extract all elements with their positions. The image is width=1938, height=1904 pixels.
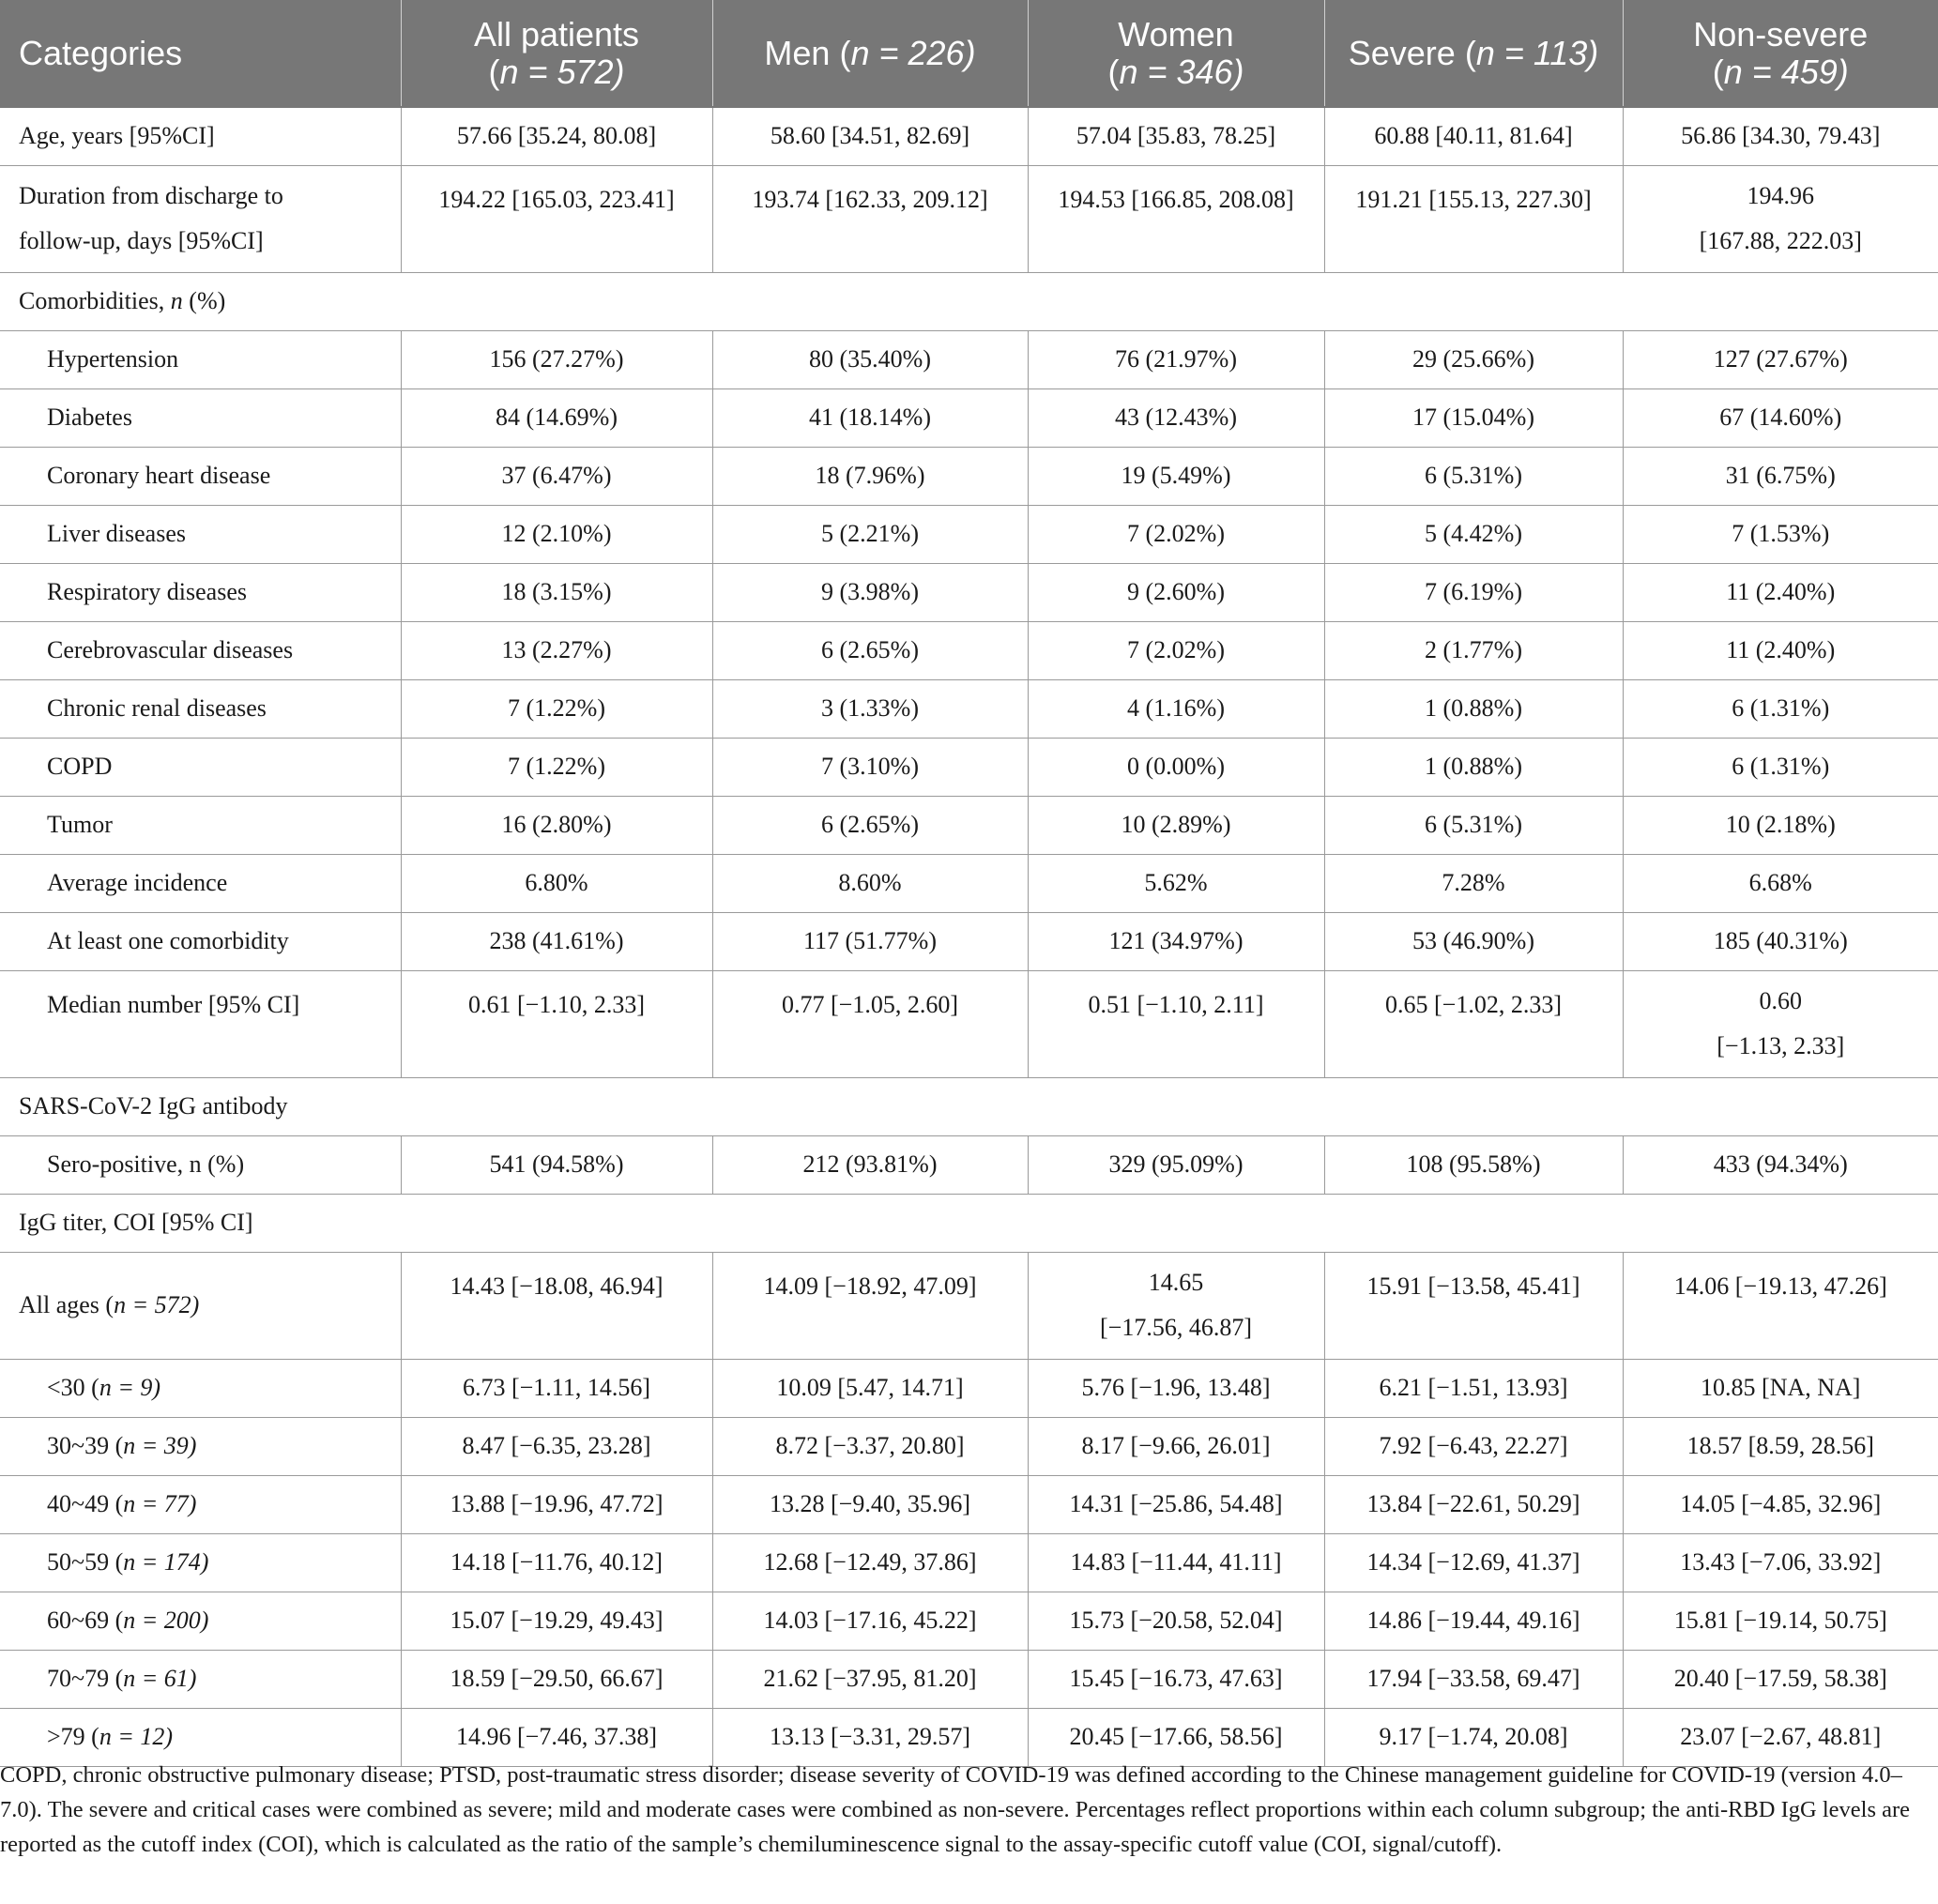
cell-nonsevere: 20.40 [−17.59, 58.38]	[1623, 1650, 1938, 1708]
header-nonsevere-line2-wrap: (n = 459)	[1712, 52, 1849, 91]
cell-all: 14.43 [−18.08, 46.94]	[401, 1252, 712, 1359]
cell-men: 21.62 [−37.95, 81.20]	[712, 1650, 1028, 1708]
table-row-duration	[0, 165, 1938, 272]
cell-women: 329 (95.09%)	[1028, 1135, 1324, 1194]
cell-men: 18 (7.96%)	[712, 447, 1028, 505]
row-label-n: n = 12)	[99, 1723, 174, 1750]
cell-men: 14.03 [−17.16, 45.22]	[712, 1592, 1028, 1650]
cell-women: 5.62%	[1028, 854, 1324, 912]
cell-all: 37 (6.47%)	[401, 447, 712, 505]
header-nonsevere	[1623, 0, 1938, 107]
cell-severe: 15.91 [−13.58, 45.41]	[1324, 1252, 1623, 1359]
cell-men: 80 (35.40%)	[712, 330, 1028, 388]
header-men	[712, 0, 1028, 107]
cell-severe: 5 (4.42%)	[1324, 505, 1623, 563]
table-row-age	[0, 107, 1938, 165]
cell-all: 57.66 [35.24, 80.08]	[401, 107, 712, 165]
row-label-pre: <30 (	[47, 1374, 99, 1401]
cell-all: 0.61 [−1.10, 2.33]	[401, 970, 712, 1077]
cell-severe: 7 (6.19%)	[1324, 563, 1623, 621]
row-label: Median number [95% CI]	[0, 970, 401, 1077]
cell-women: 121 (34.97%)	[1028, 912, 1324, 970]
cell-nonsevere-line2: [167.88, 222.03]	[1699, 227, 1862, 254]
header-nonsevere-line1: Non-severe	[1693, 14, 1869, 53]
cell-severe: 108 (95.58%)	[1324, 1135, 1623, 1194]
section-label: SARS-CoV-2 IgG antibody	[0, 1077, 1938, 1135]
cell-nonsevere: 18.57 [8.59, 28.56]	[1623, 1417, 1938, 1475]
row-label-n: n = 61)	[123, 1665, 197, 1692]
row-label-n: n = 200)	[123, 1607, 209, 1634]
header-women	[1028, 0, 1324, 107]
cell-nonsevere: 7 (1.53%)	[1623, 505, 1938, 563]
cell-women: 10 (2.89%)	[1028, 796, 1324, 854]
cell-all: 16 (2.80%)	[401, 796, 712, 854]
cell-nonsevere: 14.05 [−4.85, 32.96]	[1623, 1475, 1938, 1533]
cell-severe: 9.17 [−1.74, 20.08]	[1324, 1708, 1623, 1766]
table-row-age-70	[0, 1650, 1938, 1708]
cell-all: 15.07 [−19.29, 49.43]	[401, 1592, 712, 1650]
row-label	[0, 165, 401, 272]
cell-women: 194.53 [166.85, 208.08]	[1028, 165, 1324, 272]
cell-nonsevere: 6 (1.31%)	[1623, 738, 1938, 796]
cell-all: 14.96 [−7.46, 37.38]	[401, 1708, 712, 1766]
header-row	[0, 0, 1938, 107]
row-label-pre: 60~69 (	[47, 1607, 124, 1634]
table-row-tumor	[0, 796, 1938, 854]
row-label	[0, 1252, 401, 1359]
cell-all: 541 (94.58%)	[401, 1135, 712, 1194]
cell-women	[1028, 1252, 1324, 1359]
cell-men: 13.13 [−3.31, 29.57]	[712, 1708, 1028, 1766]
cell-nonsevere-line2: [−1.13, 2.33]	[1717, 1032, 1845, 1059]
header-men-n: n = 226)	[850, 33, 976, 72]
cell-women: 5.76 [−1.96, 13.48]	[1028, 1359, 1324, 1417]
cell-men: 7 (3.10%)	[712, 738, 1028, 796]
table-row-diabetes	[0, 388, 1938, 447]
cell-severe: 53 (46.90%)	[1324, 912, 1623, 970]
row-label: Sero-positive, n (%)	[0, 1135, 401, 1194]
table-row-renal	[0, 679, 1938, 738]
cell-men: 193.74 [162.33, 209.12]	[712, 165, 1028, 272]
row-label: Liver diseases	[0, 505, 401, 563]
cell-all: 14.18 [−11.76, 40.12]	[401, 1533, 712, 1592]
row-label: Diabetes	[0, 388, 401, 447]
row-label: Tumor	[0, 796, 401, 854]
cell-all: 13.88 [−19.96, 47.72]	[401, 1475, 712, 1533]
row-label: Age, years [95%CI]	[0, 107, 401, 165]
cell-nonsevere: 6.68%	[1623, 854, 1938, 912]
row-label-line2: follow-up, days [95%CI]	[19, 227, 264, 254]
row-label-pre: >79 (	[47, 1723, 99, 1750]
cell-women: 7 (2.02%)	[1028, 505, 1324, 563]
cell-nonsevere: 13.43 [−7.06, 33.92]	[1623, 1533, 1938, 1592]
section-label-post: (%)	[182, 287, 226, 314]
cell-men: 13.28 [−9.40, 35.96]	[712, 1475, 1028, 1533]
row-label	[0, 1359, 401, 1417]
section-label: IgG titer, COI [95% CI]	[0, 1194, 1938, 1252]
cell-men: 117 (51.77%)	[712, 912, 1028, 970]
cell-nonsevere-line1: 0.60	[1759, 987, 1802, 1014]
cell-women-line1: 14.65	[1148, 1269, 1204, 1296]
row-label-n: n = 174)	[123, 1548, 209, 1576]
cell-all: 18 (3.15%)	[401, 563, 712, 621]
table-row-seropositive	[0, 1135, 1938, 1194]
cell-women: 19 (5.49%)	[1028, 447, 1324, 505]
row-label: Chronic renal diseases	[0, 679, 401, 738]
cell-women: 15.73 [−20.58, 52.04]	[1028, 1592, 1324, 1650]
cell-men: 9 (3.98%)	[712, 563, 1028, 621]
table-row-at-least-one	[0, 912, 1938, 970]
section-label	[0, 272, 1938, 330]
table-row-age-lt30	[0, 1359, 1938, 1417]
cell-all: 194.22 [165.03, 223.41]	[401, 165, 712, 272]
header-nonsevere-line2: n = 459)	[1723, 52, 1849, 91]
cell-all: 13 (2.27%)	[401, 621, 712, 679]
cell-men: 6 (2.65%)	[712, 621, 1028, 679]
cell-all: 7 (1.22%)	[401, 679, 712, 738]
cell-severe: 6 (5.31%)	[1324, 447, 1623, 505]
cell-nonsevere: 11 (2.40%)	[1623, 621, 1938, 679]
cell-severe: 1 (0.88%)	[1324, 679, 1623, 738]
section-row-comorbidities	[0, 272, 1938, 330]
cell-severe: 14.34 [−12.69, 41.37]	[1324, 1533, 1623, 1592]
cell-nonsevere: 185 (40.31%)	[1623, 912, 1938, 970]
header-all-line1: All patients	[473, 14, 640, 53]
cell-severe: 7.28%	[1324, 854, 1623, 912]
cell-men: 14.09 [−18.92, 47.09]	[712, 1252, 1028, 1359]
table-row-respiratory	[0, 563, 1938, 621]
header-severe-pre: Severe (	[1348, 33, 1476, 72]
header-men-pre: Men (	[764, 33, 851, 72]
header-all-line2: n = 572)	[499, 52, 625, 91]
header-all-line2-wrap: (n = 572)	[488, 52, 625, 91]
cell-women: 7 (2.02%)	[1028, 621, 1324, 679]
cell-nonsevere	[1623, 165, 1938, 272]
row-label-n: n = 39)	[123, 1432, 197, 1459]
cell-all: 6.73 [−1.11, 14.56]	[401, 1359, 712, 1417]
header-severe	[1324, 0, 1623, 107]
row-label-pre: 40~49 (	[47, 1490, 124, 1517]
cell-men: 5 (2.21%)	[712, 505, 1028, 563]
section-label-n: n	[170, 287, 183, 314]
row-label	[0, 1533, 401, 1592]
cell-severe: 13.84 [−22.61, 50.29]	[1324, 1475, 1623, 1533]
cell-men: 8.72 [−3.37, 20.80]	[712, 1417, 1028, 1475]
header-severe-n: n = 113)	[1475, 33, 1599, 72]
cell-women: 8.17 [−9.66, 26.01]	[1028, 1417, 1324, 1475]
row-label: Respiratory diseases	[0, 563, 401, 621]
cell-all: 6.80%	[401, 854, 712, 912]
table-row-all-ages	[0, 1252, 1938, 1359]
cell-all: 18.59 [−29.50, 66.67]	[401, 1650, 712, 1708]
cell-all: 238 (41.61%)	[401, 912, 712, 970]
header-categories: Categories	[0, 0, 401, 107]
cell-severe: 7.92 [−6.43, 22.27]	[1324, 1417, 1623, 1475]
cell-women-line2: [−17.56, 46.87]	[1100, 1314, 1252, 1341]
cell-nonsevere: 56.86 [34.30, 79.43]	[1623, 107, 1938, 165]
cell-women: 76 (21.97%)	[1028, 330, 1324, 388]
row-label-pre: 30~39 (	[47, 1432, 124, 1459]
table-row-hypertension	[0, 330, 1938, 388]
header-all-patients	[401, 0, 712, 107]
table-row-copd	[0, 738, 1938, 796]
row-label: At least one comorbidity	[0, 912, 401, 970]
row-label: Hypertension	[0, 330, 401, 388]
cell-men: 3 (1.33%)	[712, 679, 1028, 738]
table-row-age-30	[0, 1417, 1938, 1475]
cell-men: 0.77 [−1.05, 2.60]	[712, 970, 1028, 1077]
cell-all: 12 (2.10%)	[401, 505, 712, 563]
cell-all: 84 (14.69%)	[401, 388, 712, 447]
table-row-age-50	[0, 1533, 1938, 1592]
row-label	[0, 1475, 401, 1533]
cell-women: 0.51 [−1.10, 2.11]	[1028, 970, 1324, 1077]
row-label: Average incidence	[0, 854, 401, 912]
row-label-n: n = 9)	[99, 1374, 161, 1401]
table-row-average-incidence	[0, 854, 1938, 912]
row-label	[0, 1650, 401, 1708]
cell-women: 57.04 [35.83, 78.25]	[1028, 107, 1324, 165]
cell-women: 15.45 [−16.73, 47.63]	[1028, 1650, 1324, 1708]
cell-nonsevere: 6 (1.31%)	[1623, 679, 1938, 738]
cell-men: 41 (18.14%)	[712, 388, 1028, 447]
table-row-cerebrovascular	[0, 621, 1938, 679]
row-label: Cerebrovascular diseases	[0, 621, 401, 679]
cell-women: 43 (12.43%)	[1028, 388, 1324, 447]
header-women-line2: n = 346)	[1119, 52, 1244, 91]
cell-nonsevere: 67 (14.60%)	[1623, 388, 1938, 447]
section-row-igg-titer	[0, 1194, 1938, 1252]
cell-nonsevere: 23.07 [−2.67, 48.81]	[1623, 1708, 1938, 1766]
row-label: Coronary heart disease	[0, 447, 401, 505]
cell-men: 6 (2.65%)	[712, 796, 1028, 854]
cell-nonsevere: 127 (27.67%)	[1623, 330, 1938, 388]
row-label-pre: 70~79 (	[47, 1665, 124, 1692]
cell-nonsevere: 10 (2.18%)	[1623, 796, 1938, 854]
cell-women: 9 (2.60%)	[1028, 563, 1324, 621]
section-row-igg-antibody	[0, 1077, 1938, 1135]
cell-nonsevere: 15.81 [−19.14, 50.75]	[1623, 1592, 1938, 1650]
cell-all: 8.47 [−6.35, 23.28]	[401, 1417, 712, 1475]
row-label: COPD	[0, 738, 401, 796]
cell-women: 0 (0.00%)	[1028, 738, 1324, 796]
cell-men: 8.60%	[712, 854, 1028, 912]
row-label-pre: All ages (	[19, 1291, 114, 1318]
cell-nonsevere: 14.06 [−19.13, 47.26]	[1623, 1252, 1938, 1359]
row-label	[0, 1592, 401, 1650]
table-row-age-40	[0, 1475, 1938, 1533]
cell-severe: 14.86 [−19.44, 49.16]	[1324, 1592, 1623, 1650]
cell-severe: 6 (5.31%)	[1324, 796, 1623, 854]
section-label-pre: Comorbidities,	[19, 287, 171, 314]
cell-women: 14.83 [−11.44, 41.11]	[1028, 1533, 1324, 1592]
table-row-liver	[0, 505, 1938, 563]
table-row-median-number	[0, 970, 1938, 1077]
header-women-line2-wrap: (n = 346)	[1107, 52, 1244, 91]
table-footnote: COPD, chronic obstructive pulmonary disease; PTSD, post-traumatic stress disorder; disease severity of COVID-19 was defined according to the Chinese management guideline for COVID-19 (version 4.0–7.0). The severe and critical cases were combined as severe; mild and moderate cases were combined as non-severe. Percentages reflect proportions within each column subgroup; the anti-RBD IgG levels are reported as the cutoff index (COI), which is calculated as the ratio of the sample’s chemiluminescence signal to the assay-specific cutoff value (COI, signal/cutoff).	[0, 1762, 1911, 1857]
cell-women: 20.45 [−17.66, 58.56]	[1028, 1708, 1324, 1766]
cell-severe: 191.21 [155.13, 227.30]	[1324, 165, 1623, 272]
cell-nonsevere: 11 (2.40%)	[1623, 563, 1938, 621]
cell-men: 12.68 [−12.49, 37.86]	[712, 1533, 1028, 1592]
cell-severe: 17 (15.04%)	[1324, 388, 1623, 447]
cell-nonsevere: 10.85 [NA, NA]	[1623, 1359, 1938, 1417]
cell-severe: 60.88 [40.11, 81.64]	[1324, 107, 1623, 165]
cell-nonsevere	[1623, 970, 1938, 1077]
cell-men: 58.60 [34.51, 82.69]	[712, 107, 1028, 165]
table-row-age-60	[0, 1592, 1938, 1650]
row-label-n: n = 572)	[114, 1291, 200, 1318]
table-row-chd	[0, 447, 1938, 505]
cell-women: 14.31 [−25.86, 54.48]	[1028, 1475, 1324, 1533]
header-women-line1: Women	[1118, 14, 1234, 53]
cell-nonsevere: 31 (6.75%)	[1623, 447, 1938, 505]
cell-nonsevere: 433 (94.34%)	[1623, 1135, 1938, 1194]
cell-nonsevere-line1: 194.96	[1747, 182, 1814, 209]
cell-severe: 2 (1.77%)	[1324, 621, 1623, 679]
cell-severe: 29 (25.66%)	[1324, 330, 1623, 388]
cell-men: 212 (93.81%)	[712, 1135, 1028, 1194]
cell-men: 10.09 [5.47, 14.71]	[712, 1359, 1028, 1417]
cell-severe: 0.65 [−1.02, 2.33]	[1324, 970, 1623, 1077]
cell-all: 156 (27.27%)	[401, 330, 712, 388]
cell-all: 7 (1.22%)	[401, 738, 712, 796]
row-label-pre: 50~59 (	[47, 1548, 124, 1576]
row-label	[0, 1417, 401, 1475]
cell-women: 4 (1.16%)	[1028, 679, 1324, 738]
row-label-line1: Duration from discharge to	[19, 182, 283, 209]
cell-severe: 6.21 [−1.51, 13.93]	[1324, 1359, 1623, 1417]
cell-severe: 17.94 [−33.58, 69.47]	[1324, 1650, 1623, 1708]
cell-severe: 1 (0.88%)	[1324, 738, 1623, 796]
row-label-n: n = 77)	[123, 1490, 197, 1517]
